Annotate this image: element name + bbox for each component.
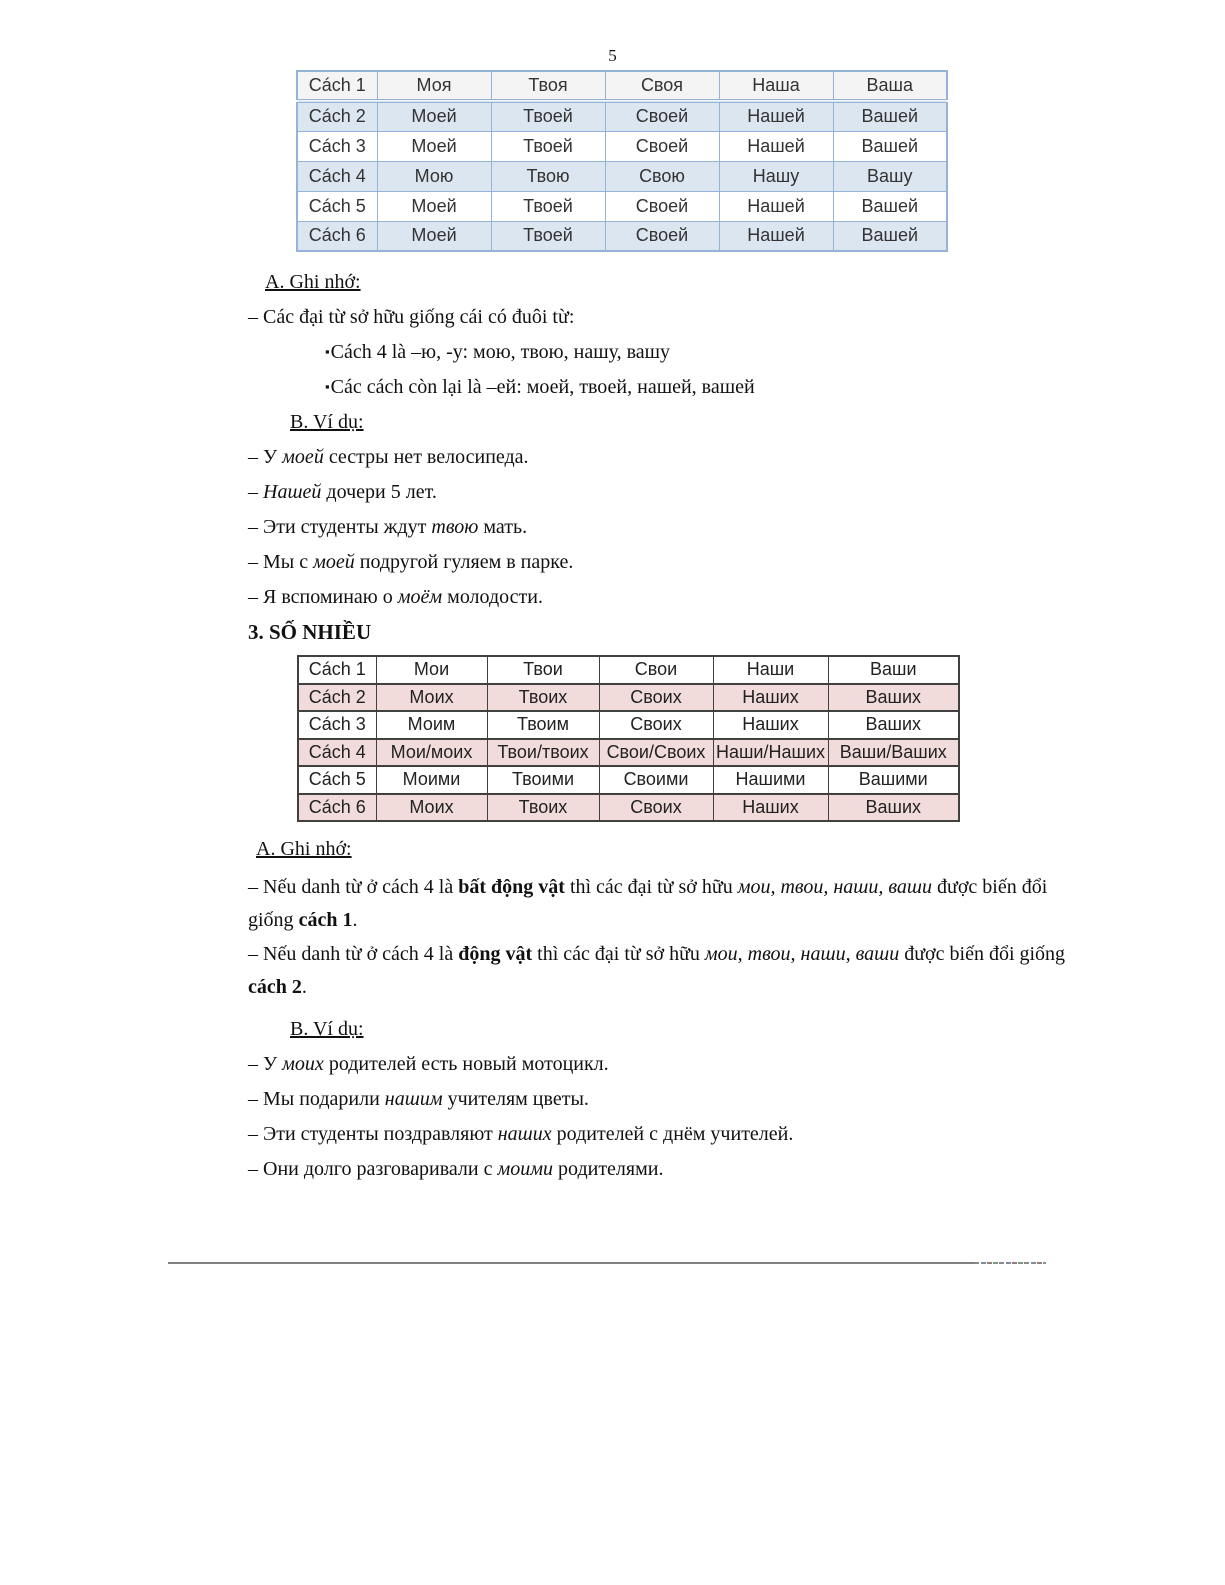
text-run: мои, твои, наши, ваши <box>704 943 900 965</box>
vi-du-heading: B. Ví dụ: <box>290 411 364 433</box>
text-run: – У <box>248 1053 283 1075</box>
case-label-cell: Cách 6 <box>298 794 376 822</box>
pronoun-cell: Вашей <box>833 191 947 221</box>
table-row <box>297 191 947 221</box>
pronoun-cell: Своих <box>599 794 713 822</box>
pronoun-cell: Ваши/Ваших <box>828 739 959 767</box>
pronoun-cell: Твои/твоих <box>487 739 599 767</box>
pronoun-cell: Твоими <box>487 766 599 794</box>
pronoun-cell: Наших <box>713 794 828 822</box>
text-run: учителям цветы. <box>442 1088 589 1110</box>
bullet-line <box>325 339 1095 365</box>
note-paragraph <box>248 938 1095 1004</box>
case-label-cell: Cách 3 <box>298 711 376 739</box>
pronoun-cell: Ваша <box>833 71 947 101</box>
ghi-nho-heading: A. Ghi nhớ: <box>265 271 361 293</box>
text-run: мать. <box>478 516 528 538</box>
example-sentence <box>248 584 1095 610</box>
pronoun-cell: Моей <box>377 191 491 221</box>
text-run: моей <box>313 551 355 573</box>
square-bullet-icon: ▪ <box>325 379 330 394</box>
pronoun-cell: Нашей <box>719 101 833 131</box>
text-run: родителями. <box>553 1158 664 1180</box>
case-label-cell: Cách 5 <box>298 766 376 794</box>
feminine-pronouns-table-body <box>297 71 947 251</box>
text-run: – Nếu danh từ ở cách 4 là <box>248 943 459 965</box>
divider-colored-tail <box>974 1262 1046 1264</box>
pronoun-cell: Нашу <box>719 161 833 191</box>
text-run: моей <box>282 446 324 468</box>
text-run: . <box>352 909 358 931</box>
pronoun-cell: Мою <box>377 161 491 191</box>
text-run: thì các đại từ sở hữu <box>564 876 738 898</box>
table-row <box>298 794 959 822</box>
pronoun-cell: Своей <box>605 131 719 161</box>
page-number: 5 <box>608 46 617 65</box>
text-run: – Я вспоминаю о <box>248 586 398 608</box>
pronoun-cell: Вашей <box>833 221 947 251</box>
case-label-cell: Cách 5 <box>297 191 377 221</box>
pronoun-cell: Ваших <box>828 684 959 712</box>
pronoun-cell: Свою <box>605 161 719 191</box>
example-sentence <box>248 1156 1095 1182</box>
pronoun-cell: Нашей <box>719 221 833 251</box>
pronoun-cell: Своих <box>599 684 713 712</box>
example-sentence <box>248 1051 1095 1077</box>
case-label-cell: Cách 1 <box>298 656 376 684</box>
pronoun-cell: Твоей <box>491 221 605 251</box>
pronoun-cell: Моей <box>377 131 491 161</box>
text-run: – Nếu danh từ ở cách 4 là <box>248 876 459 898</box>
table-row <box>298 656 959 684</box>
bullet-text: Cách 4 là –ю, -у: мою, твою, нашу, вашу <box>330 341 671 363</box>
pronoun-cell: Твоих <box>487 684 599 712</box>
plural-pronouns-table-body <box>298 656 959 821</box>
pronoun-cell: Ваши <box>828 656 959 684</box>
pronoun-cell: Твою <box>491 161 605 191</box>
plural-pronouns-table <box>297 655 960 822</box>
footnote-divider <box>168 1261 1046 1264</box>
pronoun-cell: Своей <box>605 221 719 251</box>
text-run: – Эти студенты поздравляют <box>248 1123 498 1145</box>
pronoun-cell: Вашу <box>833 161 947 191</box>
text-run: дочери 5 лет. <box>321 481 437 503</box>
text-run: – У <box>248 446 283 468</box>
pronoun-cell: Ваших <box>828 794 959 822</box>
pronoun-cell: Свои/Своих <box>599 739 713 767</box>
pronoun-cell: Своя <box>605 71 719 101</box>
text-run: моими <box>497 1158 554 1180</box>
table-row <box>297 101 947 131</box>
feminine-section <box>248 269 1095 645</box>
case-label-cell: Cách 4 <box>298 739 376 767</box>
pronoun-cell: Вашими <box>828 766 959 794</box>
vi-du-heading: B. Ví dụ: <box>290 1018 364 1040</box>
text-run: – Мы с <box>248 551 314 573</box>
bullet-text: Các cách còn lại là –ей: моей, твоей, нашей, вашей <box>330 376 755 398</box>
pronoun-cell: Твоим <box>487 711 599 739</box>
pronoun-cell: Твоя <box>491 71 605 101</box>
text-run: мои, твои, наши, ваши <box>737 876 933 898</box>
pronoun-cell: Своими <box>599 766 713 794</box>
example-sentence <box>248 1086 1095 1112</box>
pronoun-cell: Вашей <box>833 101 947 131</box>
table-row <box>297 71 947 101</box>
text-run: наших <box>497 1123 552 1145</box>
pronoun-cell: Свои <box>599 656 713 684</box>
pronoun-cell: Вашей <box>833 131 947 161</box>
text-run: нашим <box>384 1088 443 1110</box>
text-run: подругой гуляем в парке. <box>354 551 574 573</box>
pronoun-cell: Твоих <box>487 794 599 822</box>
square-bullet-icon: ▪ <box>325 344 330 359</box>
divider-line <box>168 1262 974 1264</box>
pronoun-cell: Наши <box>713 656 828 684</box>
table-row <box>298 684 959 712</box>
text-run: – Они долго разговаривали с <box>248 1158 498 1180</box>
text-run: được biến đổi giống <box>248 876 1048 931</box>
ghi-nho-heading: A. Ghi nhớ: <box>256 838 352 860</box>
pronoun-cell: Мои <box>376 656 487 684</box>
text-run: – Мы подарили <box>248 1088 385 1110</box>
plural-section <box>248 836 1095 1182</box>
text-run: родителей есть новый мотоцикл. <box>323 1053 609 1075</box>
pronoun-cell: Своей <box>605 191 719 221</box>
example-sentence <box>248 479 1095 505</box>
table-row <box>297 161 947 191</box>
case-label-cell: Cách 6 <box>297 221 377 251</box>
case-label-cell: Cách 4 <box>297 161 377 191</box>
text-run: động vật <box>458 943 533 965</box>
table-row <box>297 131 947 161</box>
pronoun-cell: Моих <box>376 684 487 712</box>
pronoun-cell: Нашей <box>719 191 833 221</box>
pronoun-cell: Моими <box>376 766 487 794</box>
case-label-cell: Cách 2 <box>297 101 377 131</box>
pronoun-cell: Нашими <box>713 766 828 794</box>
pronoun-cell: Своей <box>605 101 719 131</box>
note-intro: – Các đại từ sở hữu giống cái có đuôi từ: <box>248 306 575 328</box>
example-sentence <box>248 444 1095 470</box>
text-run: сестры нет велосипеда. <box>323 446 529 468</box>
pronoun-cell: Нашей <box>719 131 833 161</box>
table-row <box>298 739 959 767</box>
text-run: родителей с днём учителей. <box>551 1123 794 1145</box>
text-run: – <box>248 481 263 503</box>
text-run: cách 1 <box>298 909 353 931</box>
pronoun-cell: Моя <box>377 71 491 101</box>
text-run: được biến đổi giống <box>899 943 1066 965</box>
text-run: твою <box>431 516 479 538</box>
text-run: – Эти студенты ждут <box>248 516 432 538</box>
pronoun-cell: Моих <box>376 794 487 822</box>
example-sentence <box>248 549 1095 575</box>
plural-section-heading: 3. SỐ NHIỀU <box>248 620 372 644</box>
example-sentence <box>248 1121 1095 1147</box>
pronoun-cell: Ваших <box>828 711 959 739</box>
pronoun-cell: Наши/Наших <box>713 739 828 767</box>
pronoun-cell: Наших <box>713 711 828 739</box>
pronoun-cell: Твоей <box>491 131 605 161</box>
case-label-cell: Cách 3 <box>297 131 377 161</box>
bullet-line <box>325 374 1095 400</box>
case-label-cell: Cách 1 <box>297 71 377 101</box>
pronoun-cell: Твоей <box>491 101 605 131</box>
pronoun-cell: Наших <box>713 684 828 712</box>
table-row <box>298 711 959 739</box>
text-run: . <box>301 976 307 998</box>
text-run: thì các đại từ sở hữu <box>532 943 705 965</box>
pronoun-cell: Моим <box>376 711 487 739</box>
example-sentence <box>248 514 1095 540</box>
text-run: Нашей <box>263 481 322 503</box>
table-row <box>298 766 959 794</box>
text-run: молодости. <box>442 586 543 608</box>
pronoun-cell: Твои <box>487 656 599 684</box>
pronoun-cell: Твоей <box>491 191 605 221</box>
case-label-cell: Cách 2 <box>298 684 376 712</box>
pronoun-cell: Своих <box>599 711 713 739</box>
text-run: моём <box>397 586 443 608</box>
note-paragraph <box>248 871 1095 937</box>
pronoun-cell: Моей <box>377 221 491 251</box>
table-row <box>297 221 947 251</box>
text-run: моих <box>282 1053 324 1075</box>
pronoun-cell: Моей <box>377 101 491 131</box>
pronoun-cell: Наша <box>719 71 833 101</box>
text-run: bất động vật <box>458 876 565 898</box>
feminine-pronouns-table <box>296 70 948 252</box>
pronoun-cell: Мои/моих <box>376 739 487 767</box>
text-run: cách 2 <box>248 976 302 998</box>
